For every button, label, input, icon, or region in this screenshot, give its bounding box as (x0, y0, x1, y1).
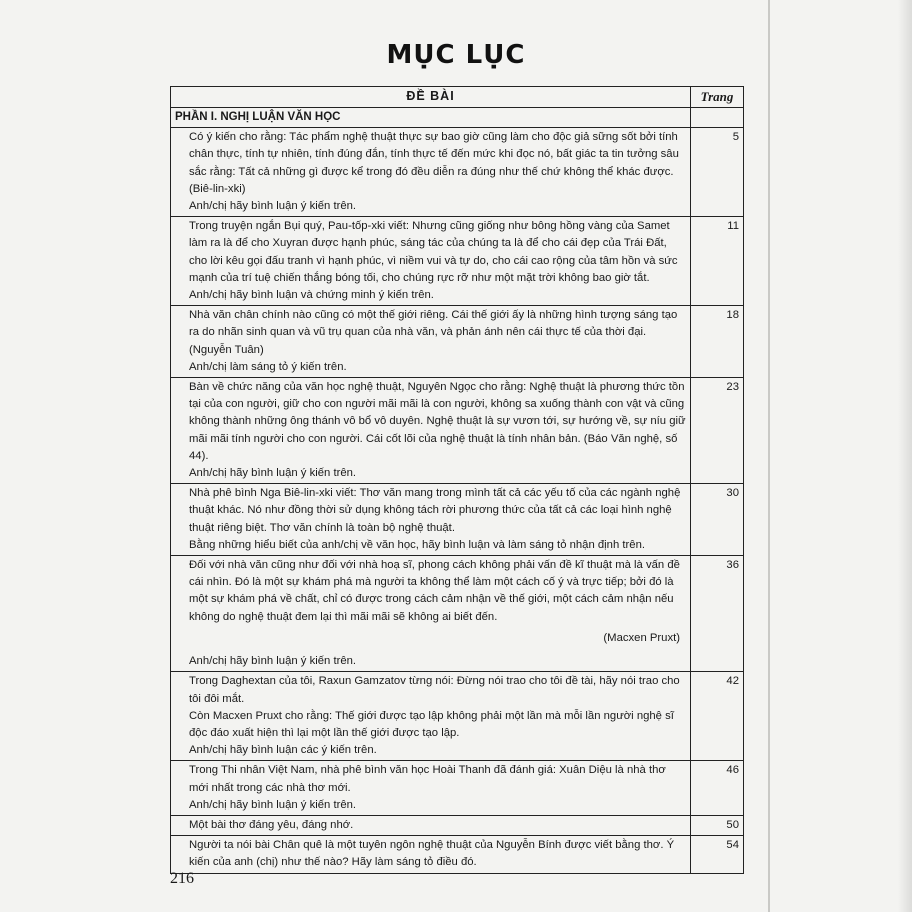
table-row (171, 761, 744, 816)
table-row (171, 306, 744, 378)
table-row (171, 484, 744, 556)
page-edge (772, 0, 912, 912)
entry-page: 42 (691, 672, 744, 761)
contents-table (170, 86, 744, 874)
table-row (171, 556, 744, 672)
entry-signature: (Macxen Pruxt) (603, 631, 680, 644)
entry-text: Trong Daghextan của tôi, Raxun Gamzatov từng nói: Đừng nói trao cho tôi đề tài, hãy nói trao cho tôi đôi mắt. (189, 675, 680, 705)
entry-page: 5 (691, 128, 744, 217)
entry-page: 36 (691, 556, 744, 672)
entry-page: 50 (691, 815, 744, 835)
entry-prompt: Anh/chị hãy bình luận các ý kiến trên. (189, 744, 377, 757)
entry-prompt: Bằng những hiểu biết của anh/chị về văn học, hãy bình luận và làm sáng tỏ nhận định trên. (189, 538, 645, 551)
entry-page: 54 (691, 836, 744, 873)
table-row (171, 836, 744, 873)
table-row (171, 815, 744, 835)
entry-prompt: Anh/chị làm sáng tỏ ý kiến trên. (189, 360, 347, 373)
entry-cell (171, 815, 691, 835)
entry-cell (171, 378, 691, 484)
entry-page: 11 (691, 217, 744, 306)
entry-page: 18 (691, 306, 744, 378)
entry-page: 30 (691, 484, 744, 556)
table-header-row (171, 87, 744, 108)
entry-text: Bàn về chức năng của văn học nghệ thuật, Nguyên Ngọc cho rằng: Nghệ thuật là phương thức tồn tại của con người, giữ cho con người mãi mãi là con người, không sa xuống thành con vật và cũng không thành những ông thánh vô bổ vô duyên. Nghệ thuật là sự vươn tới, sự hướng về, sự níu giữ mãi mãi tính người cho con người. Cái cốt lõi của nghệ thuật là tính nhân bản. (Báo Văn nghệ, số 44). (189, 381, 686, 462)
entry-page: 46 (691, 761, 744, 816)
column-header-page: Trang (691, 87, 744, 108)
entry-text: Nhà văn chân chính nào cũng có một thế giới riêng. Cái thế giới ấy là những hình tượng sáng tạo ra do nhãn sinh quan và vũ trụ quan của nhà văn, và phản ánh nên cái thực tế của thời đại. (Nguyễn Tuân) (189, 309, 678, 356)
entry-cell (171, 672, 691, 761)
entry-prompt: Anh/chị hãy bình luận ý kiến trên. (189, 467, 357, 480)
entry-cell (171, 836, 691, 873)
entry-prompt: Anh/chị hãy bình luận ý kiến trên. (189, 655, 357, 668)
table-row (171, 672, 744, 761)
entry-page: 23 (691, 378, 744, 484)
entry-cell (171, 217, 691, 306)
page-number: 216 (170, 870, 194, 887)
entry-cell (171, 306, 691, 378)
table-row (171, 378, 744, 484)
entry-cell (171, 761, 691, 816)
entry-text: Một bài thơ đáng yêu, đáng nhớ. (189, 818, 354, 831)
entry-prompt: Anh/chị hãy bình luận ý kiến trên. (189, 798, 357, 811)
table-row (171, 128, 744, 217)
entry-text: Nhà phê bình Nga Biê-lin-xki viết: Thơ văn mang trong mình tất cả các yếu tố của các ngành nghệ thuật khác. Nó như đồng thời sử dụng không tách rời phương thức của tất cả các loại hình nghệ thuật riêng biệt. Thơ văn chính là toàn bộ nghệ thuật. (189, 487, 681, 534)
entry-prompt: Anh/chị hãy bình luận và chứng minh ý kiến trên. (189, 289, 434, 302)
part-page-cell (691, 108, 744, 128)
entry-cell (171, 484, 691, 556)
page-title: MỤC LỤC (386, 40, 526, 70)
entry-cell (171, 556, 691, 672)
entry-text: Đối với nhà văn cũng như đối với nhà hoạ sĩ, phong cách không phải vấn đề kĩ thuật mà là vấn đề cái nhìn. Đó là một sự khám phá mà người ta không thể làm một cách cố ý và trực tiếp; bởi đó là một sự khám phá về chất, chỉ có được trong cách cảm nhận về thế giới, một cách cảm nhận nếu không do nghệ thuật đem lại thì mãi mãi sẽ không ai biết đến. (189, 559, 680, 623)
page-spine-shadow (768, 0, 770, 912)
entry-text: Người ta nói bài Chân quê là một tuyên ngôn nghệ thuật của Nguyễn Bính được viết bằng thơ. Ý kiến của anh (chị) như thế nào? Hãy làm sáng tỏ điều đó. (189, 839, 675, 869)
entry-text: Trong truyện ngắn Bụi quý, Pau-tốp-xki viết: Nhưng cũng giống như bông hồng vàng của Samet làm ra là để cho Xuyran được hạnh phúc, sáng tác của chúng ta là để cho cái đẹp của Trái Đất, cho lời kêu gọi đấu tranh vì hạnh phúc, vì niềm vui và tự do, cho cái cao rộng của tâm hồn và sức mạnh của trí tuệ chiến thắng bóng tối, cho chúng rực rỡ như một mặt trời không bao giờ tắt. (189, 220, 678, 284)
table-row (171, 217, 744, 306)
part-row (171, 108, 744, 128)
entry-text: Có ý kiến cho rằng: Tác phẩm nghệ thuật thực sự bao giờ cũng làm cho độc giả sững sốt bởi tính chân thực, tính tự nhiên, tính đúng đắn, tính thực tế đến mức khi đọc nó, bất giác ta tin tưởng sâu sắc rằng: Tất cả những gì được kể trong đó đều diễn ra đúng như thế chứ không thể khác được. (Biê-lin-xki) (189, 131, 679, 195)
entry-text: Trong Thi nhân Việt Nam, nhà phê bình văn học Hoài Thanh đã đánh giá: Xuân Diệu là nhà thơ mới nhất trong các nhà thơ mới. (189, 764, 666, 794)
part-heading: PHẦN I. NGHỊ LUẬN VĂN HỌC (171, 108, 691, 128)
entry-prompt: Anh/chị hãy bình luận ý kiến trên. (189, 200, 357, 213)
column-header-topic: ĐỀ BÀI (171, 87, 691, 108)
entry-cell (171, 128, 691, 217)
entry-text-secondary: Còn Macxen Pruxt cho rằng: Thế giới được tạo lập không phải một lần mà mỗi lần người nghệ sĩ độc đáo xuất hiện thì lại một lần thế giới được tạo lập. (189, 709, 674, 739)
